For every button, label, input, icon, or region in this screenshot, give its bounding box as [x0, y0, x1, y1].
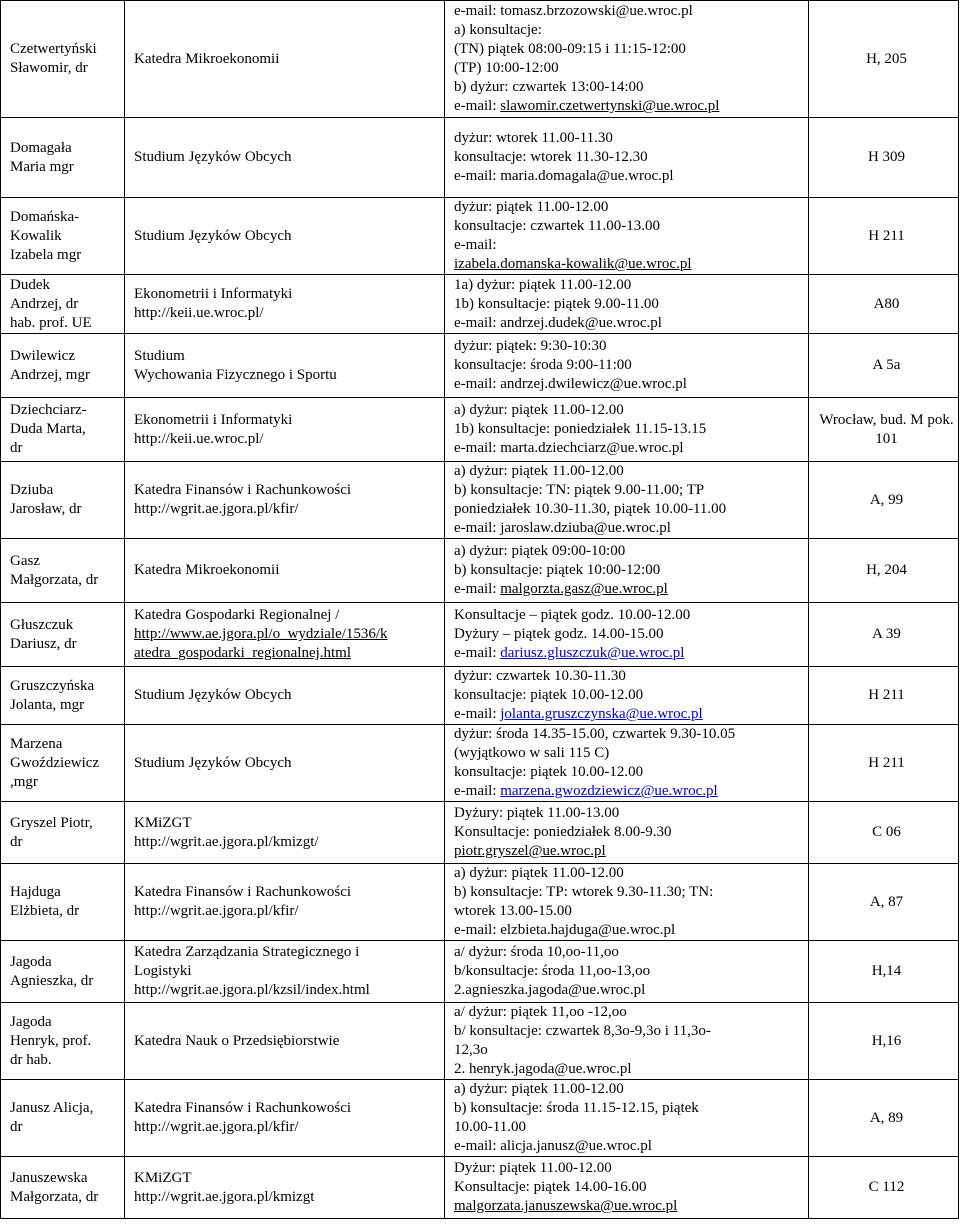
- contact-text: dyżur: czwartek 10.30-11.30: [454, 668, 626, 684]
- contact-line: [454, 40, 805, 59]
- contact-text: konsultacje: czwartek 11.00-13.00: [454, 218, 661, 234]
- staff-name-cell: [1, 667, 125, 725]
- department-cell: [125, 725, 445, 802]
- contact-line: [454, 255, 805, 274]
- contact-text: e-mail: andrzej.dwilewicz@ue.wroc.pl: [454, 376, 687, 392]
- staff-name-line: Gruszczyńska: [10, 677, 95, 694]
- contact-text: b) konsultacje: piątek 10:00-12:00: [454, 562, 661, 578]
- contact-hours-cell: [445, 802, 809, 864]
- office-room-cell: H 211: [809, 725, 959, 802]
- staff-name-line: Maria mgr: [10, 158, 74, 175]
- table-row: [1, 1003, 959, 1080]
- contact-text: wtorek 13.00-15.00: [454, 903, 572, 919]
- staff-name-line: Domagała: [10, 139, 72, 156]
- table-row: [1, 603, 959, 667]
- department-name: Katedra Finansów i Rachunkowości: [134, 884, 352, 900]
- contact-line: [454, 1197, 805, 1216]
- department-cell: [125, 398, 445, 462]
- contact-text: dyżur: środa 14.35-15.00, czwartek 9.30-10.05: [454, 726, 736, 742]
- staff-name-line: Janusz Alicja,: [10, 1100, 94, 1116]
- contact-text: e-mail:: [454, 98, 501, 114]
- contact-text: konsultacje: piątek 10.00-12.00: [454, 687, 644, 703]
- email-address[interactable]: malgorzta.gasz@ue.wroc.pl: [500, 581, 668, 597]
- contact-line: [454, 1041, 805, 1060]
- office-room-cell: A, 89: [809, 1080, 959, 1157]
- contact-line: [454, 314, 805, 333]
- office-room-cell: H 211: [809, 667, 959, 725]
- contact-line: [454, 375, 805, 394]
- contact-line: [454, 962, 805, 981]
- staff-name-cell: [1, 1080, 125, 1157]
- staff-name-cell: [1, 1, 125, 118]
- contact-text: b) konsultacje: środa 11.15-12.15, piątek: [454, 1100, 699, 1116]
- contact-text: 1a) dyżur: piątek 11.00-12.00: [454, 276, 632, 293]
- department-name: Ekonometrii i Informatyki: [134, 411, 293, 428]
- contact-text: (TN) piątek 08:00-09:15 i 11:15-12:00: [454, 41, 686, 57]
- staff-name-cell: [1, 725, 125, 802]
- department-name: Katedra Mikroekonomii: [134, 50, 280, 67]
- contact-text: a) dyżur: piątek 11.00-12.00: [454, 463, 624, 479]
- contact-text: Dyżur: piątek 11.00-12.00: [454, 1160, 612, 1176]
- department-name: Katedra Zarządzania Strategicznego i: [134, 944, 360, 960]
- office-room-cell: C 112: [809, 1157, 959, 1219]
- contact-line: [454, 763, 805, 782]
- contact-hours-cell: [445, 667, 809, 725]
- staff-name-cell: [1, 603, 125, 667]
- contact-line: [454, 481, 805, 500]
- contact-text: 2. henryk.jagoda@ue.wroc.pl: [454, 1061, 632, 1077]
- office-room-cell: H,14: [809, 941, 959, 1003]
- staff-name-line: Duda Marta,: [10, 421, 86, 437]
- office-room-cell: C 06: [809, 802, 959, 864]
- staff-name-line: dr hab.: [10, 1051, 52, 1068]
- contact-text: e-mail:: [454, 706, 501, 722]
- contact-line: [454, 883, 805, 902]
- contact-line: [454, 725, 805, 744]
- department-cell: [125, 118, 445, 198]
- department-name: KMiZGT: [134, 814, 192, 831]
- table-row: [1, 667, 959, 725]
- staff-name-line: Czetwertyński: [10, 41, 97, 57]
- staff-name-line: Głuszczuk: [10, 616, 74, 633]
- contact-text: b/ konsultacje: czwartek 8,3o-9,3o i 11,3o-: [454, 1023, 711, 1039]
- staff-name-cell: [1, 802, 125, 864]
- table-row: [1, 725, 959, 802]
- contact-line: [454, 295, 805, 314]
- staff-name-line: Dariusz, dr: [10, 635, 77, 652]
- contact-text: konsultacje: środa 9:00-11:00: [454, 357, 632, 373]
- staff-name-cell: [1, 462, 125, 539]
- department-url[interactable]: http://wgrit.ae.jgora.pl/kmizgt: [134, 1188, 315, 1205]
- department-name: Katedra Finansów i Rachunkowości: [134, 1100, 352, 1116]
- department-name: Studium Języków Obcych: [134, 754, 292, 771]
- staff-name-line: dr: [10, 1119, 23, 1135]
- department-url[interactable]: http://wgrit.ae.jgora.pl/kzsil/index.html: [134, 982, 370, 998]
- staff-name-cell: [1, 398, 125, 462]
- department-name: Katedra Finansów i Rachunkowości: [134, 482, 352, 498]
- contact-text: konsultacje: wtorek 11.30-12.30: [454, 149, 648, 165]
- contact-text: dyżur: wtorek 11.00-11.30: [454, 130, 613, 146]
- office-room-cell: A80: [809, 275, 959, 334]
- staff-name-line: Gwoździewicz: [10, 754, 100, 771]
- staff-name-line: Dziuba: [10, 482, 54, 498]
- contact-line: [454, 542, 805, 561]
- staff-name-cell: [1, 539, 125, 603]
- department-url[interactable]: atedra_gospodarki_regionalnej.html: [134, 645, 352, 661]
- department-cell: [125, 603, 445, 667]
- staff-name-cell: [1, 198, 125, 275]
- department-cell: [125, 462, 445, 539]
- department-url[interactable]: http://keii.ue.wroc.pl/: [134, 430, 264, 447]
- contact-text: konsultacje: piątek 10.00-12.00: [454, 764, 644, 780]
- contact-text: a) dyżur: piątek 11.00-12.00: [454, 865, 624, 881]
- staff-name-line: Hajduga: [10, 884, 61, 900]
- contact-line: [454, 606, 805, 625]
- contact-line: [454, 439, 805, 458]
- contact-text: e-mail: jaroslaw.dziuba@ue.wroc.pl: [454, 520, 671, 536]
- contact-text: e-mail: alicja.janusz@ue.wroc.pl: [454, 1138, 652, 1154]
- staff-name-cell: [1, 941, 125, 1003]
- contact-text: 1b) konsultacje: piątek 9.00-11.00: [454, 295, 659, 312]
- department-cell: [125, 1, 445, 118]
- department-name: Studium Języków Obcych: [134, 687, 292, 703]
- contact-line: [454, 356, 805, 375]
- office-room-cell: H,16: [809, 1003, 959, 1080]
- staff-name-cell: [1, 275, 125, 334]
- office-room-cell: H, 205: [809, 1, 959, 118]
- office-room-cell: A 5a: [809, 334, 959, 398]
- department-cell: [125, 1157, 445, 1219]
- table-row: [1, 802, 959, 864]
- contact-text: dyżur: piątek 11.00-12.00: [454, 199, 609, 215]
- contact-line: [454, 705, 805, 724]
- contact-hours-cell: [445, 334, 809, 398]
- contact-text: Konsultacje – piątek godz. 10.00-12.00: [454, 607, 691, 623]
- contact-line: [454, 842, 805, 861]
- office-room-cell: A, 99: [809, 462, 959, 539]
- contact-hours-cell: [445, 539, 809, 603]
- table-row: [1, 462, 959, 539]
- department-cell: [125, 941, 445, 1003]
- department-name: Studium: [134, 347, 185, 364]
- contact-text: e-mail: elzbieta.hajduga@ue.wroc.pl: [454, 922, 676, 938]
- contact-line: [454, 921, 805, 940]
- staff-name-line: Domańska-: [10, 208, 80, 225]
- contact-line: [454, 561, 805, 580]
- staff-name-line: Małgorzata, dr: [10, 571, 99, 588]
- staff-name-line: Dudek: [10, 276, 50, 293]
- staff-name-line: Elżbieta, dr: [10, 903, 80, 919]
- department-name: Wychowania Fizycznego i Sportu: [134, 366, 337, 383]
- contact-line: [454, 276, 805, 295]
- contact-line: [454, 823, 805, 842]
- department-url[interactable]: http://wgrit.ae.jgora.pl/kmizgt/: [134, 833, 319, 850]
- contact-hours-cell: [445, 941, 809, 1003]
- table-row: [1, 941, 959, 1003]
- contact-line: [454, 198, 805, 217]
- department-name: Studium Języków Obcych: [134, 149, 292, 165]
- contact-text: Dyżury – piątek godz. 14.00-15.00: [454, 626, 664, 642]
- contact-text: e-mail: marta.dziechciarz@ue.wroc.pl: [454, 440, 684, 456]
- contact-text: b/konsultacje: środa 11,oo-13,oo: [454, 963, 651, 979]
- contact-text: dyżur: piątek: 9:30-10:30: [454, 338, 607, 354]
- staff-name-cell: [1, 334, 125, 398]
- staff-name-line: Jarosław, dr: [10, 501, 82, 517]
- department-cell: [125, 539, 445, 603]
- contact-line: [454, 1118, 805, 1137]
- email-address[interactable]: malgorzata.januszewska@ue.wroc.pl: [454, 1198, 678, 1214]
- office-room-cell: A, 87: [809, 864, 959, 941]
- table-row: [1, 198, 959, 275]
- contact-line: [454, 2, 805, 21]
- contact-line: [454, 625, 805, 644]
- contact-line: [454, 97, 805, 116]
- contact-line: [454, 519, 805, 538]
- contact-text: e-mail:: [454, 581, 501, 597]
- email-link[interactable]: jolanta.gruszczynska@ue.wroc.pl: [500, 706, 703, 722]
- office-room-cell: H 309: [809, 118, 959, 198]
- contact-text: Dyżury: piątek 11.00-13.00: [454, 805, 620, 821]
- department-name: Ekonometrii i Informatyki: [134, 286, 293, 302]
- contact-line: [454, 1178, 805, 1197]
- contact-text: 1b) konsultacje: poniedziałek 11.15-13.15: [454, 421, 707, 437]
- contact-text: a) konsultacje:: [454, 22, 542, 38]
- contact-text: a/ dyżur: środa 10,oo-11,oo: [454, 944, 619, 960]
- contact-text: 10.00-11.00: [454, 1119, 526, 1135]
- email-address[interactable]: piotr.gryszel@ue.wroc.pl: [454, 843, 606, 859]
- contact-line: [454, 744, 805, 763]
- office-room-cell: H 211: [809, 198, 959, 275]
- contact-text: Konsultacje: poniedziałek 8.00-9.30: [454, 824, 672, 840]
- staff-name-line: Jolanta, mgr: [10, 696, 85, 713]
- table-row: [1, 1, 959, 118]
- table-row: [1, 864, 959, 941]
- contact-hours-cell: [445, 603, 809, 667]
- department-cell: [125, 1080, 445, 1157]
- contact-line: [454, 981, 805, 1000]
- staff-name-line: dr: [10, 440, 23, 456]
- contact-line: [454, 1003, 805, 1022]
- contact-line: [454, 148, 805, 167]
- staff-name-line: Dziechciarz-: [10, 402, 87, 418]
- staff-name-line: Andrzej, dr: [10, 295, 79, 312]
- office-room-cell: Wrocław, bud. M pok. 101: [809, 398, 959, 462]
- department-name: KMiZGT: [134, 1169, 192, 1186]
- contact-hours-cell: [445, 1080, 809, 1157]
- contact-text: 2.agnieszka.jagoda@ue.wroc.pl: [454, 982, 646, 998]
- contact-line: [454, 167, 805, 186]
- table-row: [1, 275, 959, 334]
- contact-line: [454, 580, 805, 599]
- department-url[interactable]: http://wgrit.ae.jgora.pl/kfir/: [134, 1119, 299, 1135]
- staff-name-line: Henryk, prof.: [10, 1032, 92, 1049]
- contact-line: [454, 1022, 805, 1041]
- table-row: [1, 1157, 959, 1219]
- staff-name-cell: [1, 118, 125, 198]
- contact-line: [454, 902, 805, 921]
- department-cell: [125, 802, 445, 864]
- contact-line: [454, 667, 805, 686]
- contact-hours-cell: [445, 1157, 809, 1219]
- contact-line: [454, 420, 805, 439]
- contact-line: [454, 59, 805, 78]
- contact-line: [454, 1159, 805, 1178]
- contact-line: [454, 1137, 805, 1156]
- office-room-cell: A 39: [809, 603, 959, 667]
- contact-line: [454, 337, 805, 356]
- contact-text: b) konsultacje: TN: piątek 9.00-11.00; TP: [454, 482, 705, 498]
- department-cell: [125, 275, 445, 334]
- contact-hours-cell: [445, 1, 809, 118]
- staff-name-line: ,mgr: [10, 773, 38, 790]
- department-url[interactable]: http://www.ae.jgora.pl/o_wydziale/1536/k: [134, 626, 388, 642]
- staff-name-line: Marzena: [10, 735, 63, 752]
- contact-text: a) dyżur: piątek 11.00-12.00: [454, 402, 624, 418]
- staff-name-line: dr: [10, 833, 23, 850]
- staff-name-cell: [1, 1003, 125, 1080]
- department-name: Logistyki: [134, 963, 192, 979]
- department-name: Studium Języków Obcych: [134, 227, 292, 244]
- contact-line: [454, 1099, 805, 1118]
- contact-line: [454, 21, 805, 40]
- contact-text: Konsultacje: piątek 14.00-16.00: [454, 1179, 647, 1195]
- contact-text: a) dyżur: piątek 11.00-12.00: [454, 1081, 624, 1097]
- contact-line: [454, 804, 805, 823]
- contact-hours-cell: [445, 462, 809, 539]
- contact-text: e-mail: tomasz.brzozowski@ue.wroc.pl: [454, 3, 693, 19]
- contact-line: [454, 644, 805, 663]
- staff-name-line: Jagoda: [10, 953, 52, 970]
- table-row: [1, 539, 959, 603]
- contact-line: [454, 401, 805, 420]
- department-cell: [125, 1003, 445, 1080]
- staff-name-line: Andrzej, mgr: [10, 366, 90, 383]
- contact-text: (wyjątkowo w sali 115 C): [454, 745, 610, 761]
- contact-text: a) dyżur: piątek 09:00-10:00: [454, 543, 626, 559]
- email-address[interactable]: slawomir.czetwertynski@ue.wroc.pl: [500, 98, 720, 114]
- department-name: Katedra Gospodarki Regionalnej /: [134, 607, 340, 623]
- contact-line: [454, 1080, 805, 1099]
- department-url[interactable]: http://wgrit.ae.jgora.pl/kfir/: [134, 903, 299, 919]
- department-name: Katedra Nauk o Przedsiębiorstwie: [134, 1032, 340, 1049]
- contact-hours-cell: [445, 725, 809, 802]
- contact-text: poniedziałek 10.30-11.30, piątek 10.00-11.00: [454, 501, 727, 517]
- contact-text: e-mail:: [454, 645, 501, 661]
- staff-name-line: Małgorzata, dr: [10, 1188, 99, 1205]
- table-body: [1, 1, 959, 1219]
- staff-name-line: Gryszel Piotr,: [10, 814, 93, 831]
- table-row: [1, 398, 959, 462]
- table-row: [1, 1080, 959, 1157]
- staff-name-cell: [1, 1157, 125, 1219]
- staff-name-line: Kowalik: [10, 227, 62, 244]
- contact-line: [454, 217, 805, 236]
- contact-text: b) dyżur: czwartek 13:00-14:00: [454, 79, 644, 95]
- department-cell: [125, 864, 445, 941]
- contact-line: [454, 236, 805, 255]
- email-link[interactable]: dariusz.gluszczuk@ue.wroc.pl: [500, 645, 685, 661]
- contact-text: e-mail:: [454, 783, 501, 799]
- contact-line: [454, 782, 805, 801]
- contact-text: (TP) 10:00-12:00: [454, 60, 559, 76]
- contact-text: b) konsultacje: TP: wtorek 9.30-11.30; TN:: [454, 884, 714, 900]
- contact-hours-cell: [445, 275, 809, 334]
- department-cell: [125, 667, 445, 725]
- contact-text: e-mail: andrzej.dudek@ue.wroc.pl: [454, 314, 662, 331]
- email-address[interactable]: izabela.domanska-kowalik@ue.wroc.pl: [454, 256, 692, 272]
- contact-line: [454, 1060, 805, 1079]
- staff-name-line: Jagoda: [10, 1013, 52, 1030]
- office-room-cell: H, 204: [809, 539, 959, 603]
- staff-name-line: Agnieszka, dr: [10, 972, 94, 989]
- contact-hours-cell: [445, 198, 809, 275]
- contact-hours-cell: [445, 118, 809, 198]
- table-row: [1, 118, 959, 198]
- contact-line: [454, 462, 805, 481]
- staff-name-line: Izabela mgr: [10, 246, 82, 263]
- contact-hours-cell: [445, 398, 809, 462]
- staff-name-line: Sławomir, dr: [10, 60, 88, 76]
- department-cell: [125, 334, 445, 398]
- contact-text: a/ dyżur: piątek 11,oo -12,oo: [454, 1004, 627, 1020]
- contact-line: [454, 78, 805, 97]
- contact-hours-cell: [445, 864, 809, 941]
- staff-name-line: Januszewska: [10, 1169, 88, 1186]
- contact-line: [454, 129, 805, 148]
- staff-name-line: Dwilewicz: [10, 347, 75, 364]
- staff-name-line: hab. prof. UE: [10, 314, 92, 331]
- department-cell: [125, 198, 445, 275]
- contact-line: [454, 500, 805, 519]
- contact-hours-cell: [445, 1003, 809, 1080]
- contact-text: e-mail:: [454, 237, 497, 253]
- staff-name-cell: [1, 864, 125, 941]
- contact-line: [454, 864, 805, 883]
- staff-name-line: Gasz: [10, 552, 40, 569]
- contact-line: [454, 943, 805, 962]
- table-row: [1, 334, 959, 398]
- department-url[interactable]: http://wgrit.ae.jgora.pl/kfir/: [134, 501, 299, 517]
- email-link[interactable]: marzena.gwozdziewicz@ue.wroc.pl: [500, 783, 718, 799]
- department-url[interactable]: http://keii.ue.wroc.pl/: [134, 305, 264, 321]
- department-name: Katedra Mikroekonomii: [134, 562, 280, 578]
- contact-text: 12,3o: [454, 1042, 488, 1058]
- contact-line: [454, 686, 805, 705]
- contact-text: e-mail: maria.domagala@ue.wroc.pl: [454, 168, 674, 184]
